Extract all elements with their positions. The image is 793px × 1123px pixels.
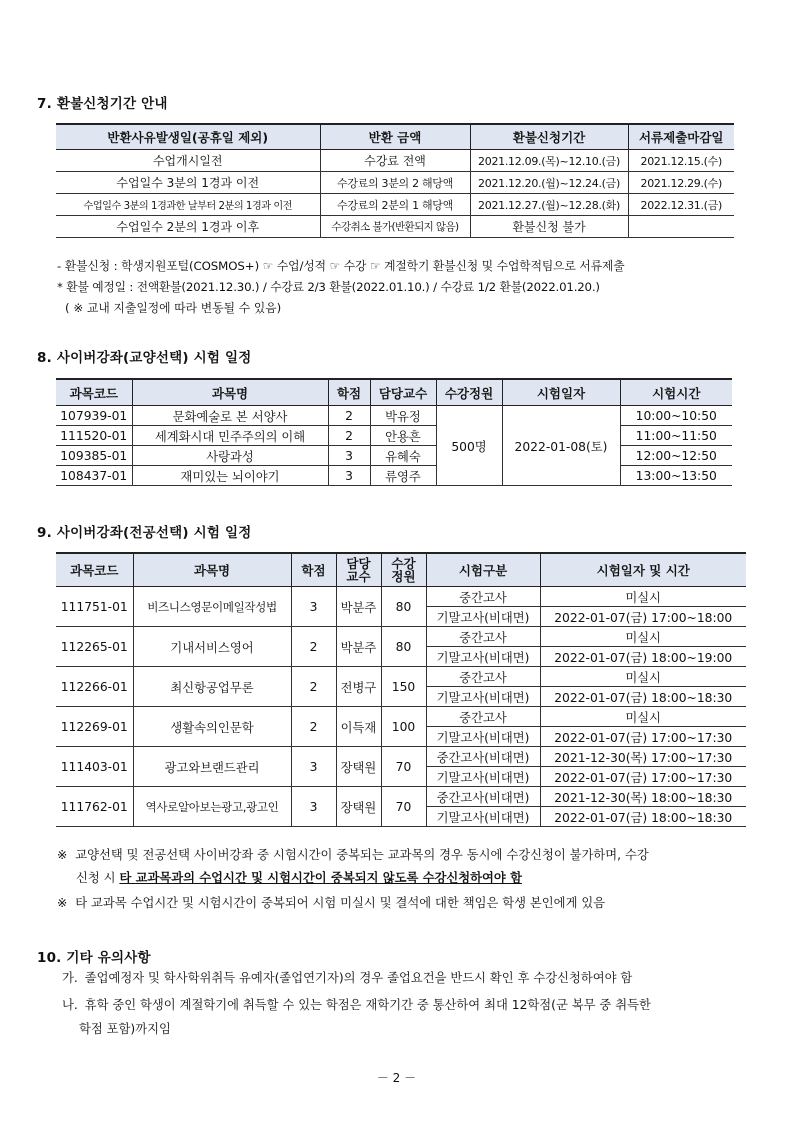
- exam-schedule: 2022-01-07(금) 17:00~17:30: [540, 727, 746, 747]
- table-cell: 수강취소 불가(반환되지 않음): [320, 216, 470, 238]
- course-code: 107939-01: [56, 406, 132, 426]
- table-row: [56, 150, 734, 172]
- course-code: 112265-01: [56, 627, 133, 667]
- table-row: [56, 787, 746, 807]
- exam-type: 기말고사(비대면): [426, 727, 540, 747]
- table-row: [56, 172, 734, 194]
- exam-type: 중간고사: [426, 667, 540, 687]
- page-number: － 2 －: [376, 1071, 417, 1085]
- section7-heading: 7. 환불신청기간 안내: [37, 96, 168, 112]
- course-name: 비즈니스영문이메일작성법: [133, 587, 291, 627]
- course-capacity: 80: [381, 587, 426, 627]
- col-header: 수강 정원: [381, 553, 426, 587]
- notice-item-1: [62, 968, 632, 989]
- table-row: [56, 466, 732, 486]
- exam-time: 11:00~11:50: [620, 426, 732, 446]
- course-professor: 박유정: [370, 406, 436, 426]
- notice-item-2: [62, 995, 651, 1016]
- course-code: 111762-01: [56, 787, 133, 827]
- table-cell: [628, 216, 734, 238]
- responsibility-note-text: 타 교과목 수업시간 및 시험시간이 중복되어 시험 미실시 및 결석에 대한 책임은 학생 본인에게 있음: [75, 896, 606, 910]
- exam-type: 기말고사(비대면): [426, 687, 540, 707]
- col-header: 과목명: [133, 553, 291, 587]
- exam-time: 13:00~13:50: [620, 466, 732, 486]
- col-header: 학점: [291, 553, 336, 587]
- course-name: 재미있는 뇌이야기: [132, 466, 328, 486]
- exam-type: 기말고사(비대면): [426, 807, 540, 827]
- exam-schedule: 2022-01-07(금) 18:00~18:30: [540, 807, 746, 827]
- course-professor: 장택원: [336, 787, 381, 827]
- exam-type: 중간고사(비대면): [426, 787, 540, 807]
- exam-type: 중간고사: [426, 707, 540, 727]
- exam-date-cell: 2022-01-08(토): [502, 406, 620, 486]
- col-header: 담당 교수: [336, 553, 381, 587]
- course-professor: 전병구: [336, 667, 381, 707]
- col-header: 담당교수: [370, 379, 436, 406]
- table-cell: 수강료 전액: [320, 150, 470, 172]
- course-code: 112266-01: [56, 667, 133, 707]
- course-code: 112269-01: [56, 707, 133, 747]
- col-header: 시험일자 및 시간: [540, 553, 746, 587]
- col-header: 시험구분: [426, 553, 540, 587]
- col-header: 반환사유발생일(공휴일 제외): [56, 124, 320, 150]
- col-header: 학점: [328, 379, 370, 406]
- exam-type: 중간고사: [426, 587, 540, 607]
- table-row: [56, 216, 734, 238]
- table-row: [56, 406, 732, 426]
- course-credit: 3: [291, 787, 336, 827]
- course-credit: 3: [328, 466, 370, 486]
- exam-time: 10:00~10:50: [620, 406, 732, 426]
- col-header: 과목코드: [56, 379, 132, 406]
- course-code: 109385-01: [56, 446, 132, 466]
- refund-apply-note: - 환불신청 : 학생지원포털(COSMOS+) ☞ 수업/성적 ☞ 수강 ☞ 계절학기 환불신청 및 수업학적팀으로 서류제출: [57, 259, 625, 273]
- table-cell: 수업일수 3분의 1경과한 날부터 2분의 1경과 이전: [56, 194, 320, 216]
- course-name: 기내서비스영어: [133, 627, 291, 667]
- course-capacity: 150: [381, 667, 426, 707]
- course-capacity: 70: [381, 787, 426, 827]
- course-name: 광고와브랜드관리: [133, 747, 291, 787]
- course-code: 108437-01: [56, 466, 132, 486]
- exam-type: 중간고사: [426, 627, 540, 647]
- course-credit: 2: [328, 426, 370, 446]
- col-header: 반환 금액: [320, 124, 470, 150]
- course-name: 역사로알아보는광고,광고인: [133, 787, 291, 827]
- table-row: [56, 194, 734, 216]
- course-credit: 3: [291, 587, 336, 627]
- course-professor: 유혜숙: [370, 446, 436, 466]
- table-cell: 2021.12.27.(월)~12.28.(화): [470, 194, 628, 216]
- course-credit: 2: [291, 627, 336, 667]
- course-code: 111520-01: [56, 426, 132, 446]
- table-cell: 2021.12.20.(월)~12.24.(금): [470, 172, 628, 194]
- table-cell: 수업개시일전: [56, 150, 320, 172]
- exam-schedule: 미실시: [540, 667, 746, 687]
- major-exam-table: [56, 552, 746, 827]
- overlap-warning-emphasis: 타 교과목과의 수업시간 및 시험시간이 중복되지 않도록 수강신청하여야 함: [119, 871, 522, 885]
- table-cell: 수업일수 3분의 1경과 이전: [56, 172, 320, 194]
- exam-schedule: 미실시: [540, 587, 746, 607]
- course-name: 사랑과성: [132, 446, 328, 466]
- course-credit: 3: [328, 446, 370, 466]
- table-cell: 2021.12.29.(수): [628, 172, 734, 194]
- table-row: [56, 446, 732, 466]
- exam-schedule: 2021-12-30(목) 17:00~17:30: [540, 747, 746, 767]
- reference-mark: ※: [57, 896, 68, 910]
- table-row: [56, 627, 746, 647]
- course-credit: 2: [291, 707, 336, 747]
- exam-schedule: 2021-12-30(목) 18:00~18:30: [540, 787, 746, 807]
- exam-schedule: 미실시: [540, 627, 746, 647]
- table-header-row: [56, 553, 746, 587]
- col-header: 수강정원: [436, 379, 502, 406]
- table-row: [56, 667, 746, 687]
- exam-type: 중간고사(비대면): [426, 747, 540, 767]
- col-header: 환불신청기간: [470, 124, 628, 150]
- exam-schedule: 2022-01-07(금) 17:00~17:30: [540, 767, 746, 787]
- section10-heading: 10. 기타 유의사항: [37, 950, 151, 966]
- overlap-note-line2: [76, 868, 522, 889]
- overlap-note-text: 교양선택 및 전공선택 사이버강좌 중 시험시간이 중복되는 교과목의 경우 동시에 수강신청이 불가하며, 수강: [75, 848, 649, 862]
- course-name: 세계화시대 민주주의의 이해: [132, 426, 328, 446]
- exam-type: 기말고사(비대면): [426, 767, 540, 787]
- exam-schedule: 2022-01-07(금) 17:00~18:00: [540, 607, 746, 627]
- section9-heading: 9. 사이버강좌(전공선택) 시험 일정: [37, 525, 252, 541]
- table-row: [56, 587, 746, 607]
- refund-period-table: [56, 123, 734, 238]
- course-credit: 2: [328, 406, 370, 426]
- overlap-note: [57, 845, 649, 866]
- course-code: 111751-01: [56, 587, 133, 627]
- table-row: [56, 707, 746, 727]
- course-credit: 3: [291, 747, 336, 787]
- table-cell: 2021.12.15.(수): [628, 150, 734, 172]
- exam-time: 12:00~12:50: [620, 446, 732, 466]
- col-header: 과목코드: [56, 553, 133, 587]
- exam-schedule: 2022-01-07(금) 18:00~18:30: [540, 687, 746, 707]
- course-professor: 류영주: [370, 466, 436, 486]
- exam-schedule: 2022-01-07(금) 18:00~19:00: [540, 647, 746, 667]
- course-code: 111403-01: [56, 747, 133, 787]
- col-header: 시험시간: [620, 379, 732, 406]
- table-cell: 2021.12.09.(목)~12.10.(금): [470, 150, 628, 172]
- col-header: 서류제출마감일: [628, 124, 734, 150]
- table-row: [56, 426, 732, 446]
- section8-heading: 8. 사이버강좌(교양선택) 시험 일정: [37, 350, 252, 366]
- course-capacity: 80: [381, 627, 426, 667]
- refund-date-note: * 환불 예정일 : 전액환불(2021.12.30.) / 수강료 2/3 환불(2022.01.10.) / 수강료 1/2 환불(2022.01.20.): [57, 280, 600, 294]
- course-professor: 장택원: [336, 747, 381, 787]
- notice-item-2-cont: 학점 포함)까지임: [79, 1022, 171, 1036]
- col-header: 시험일자: [502, 379, 620, 406]
- overlap-note-prefix: 신청 시: [76, 871, 120, 885]
- course-professor: 안용흔: [370, 426, 436, 446]
- item-label: 나.: [62, 998, 78, 1012]
- capacity-cell: 500명: [436, 406, 502, 486]
- table-cell: 수강료의 2분의 1 해당액: [320, 194, 470, 216]
- course-professor: 박분주: [336, 627, 381, 667]
- exam-schedule: 미실시: [540, 707, 746, 727]
- item-text: 졸업예정자 및 학사학위취득 유예자(졸업연기자)의 경우 졸업요건을 반드시 확인 후 수강신청하여야 함: [84, 971, 633, 985]
- course-name: 생활속의인문학: [133, 707, 291, 747]
- table-header-row: [56, 379, 732, 406]
- course-name: 문화예술로 본 서양사: [132, 406, 328, 426]
- responsibility-note: [57, 893, 605, 914]
- exam-type: 기말고사(비대면): [426, 647, 540, 667]
- course-capacity: 100: [381, 707, 426, 747]
- exam-type: 기말고사(비대면): [426, 607, 540, 627]
- course-name: 최신항공업무론: [133, 667, 291, 707]
- course-professor: 이득재: [336, 707, 381, 747]
- liberal-exam-table: [56, 378, 732, 486]
- table-cell: 수강료의 3분의 2 해당액: [320, 172, 470, 194]
- course-professor: 박분주: [336, 587, 381, 627]
- table-cell: 수업일수 2분의 1경과 이후: [56, 216, 320, 238]
- table-row: [56, 747, 746, 767]
- course-capacity: 70: [381, 747, 426, 787]
- item-text: 휴학 중인 학생이 계절학기에 취득할 수 있는 학점은 재학기간 중 통산하여 최대 12학점(군 복무 중 취득한: [84, 998, 651, 1012]
- table-cell: 환불신청 불가: [470, 216, 628, 238]
- item-label: 가.: [62, 971, 78, 985]
- col-header: 과목명: [132, 379, 328, 406]
- course-credit: 2: [291, 667, 336, 707]
- table-header-row: [56, 124, 734, 150]
- reference-mark: ※: [57, 848, 68, 862]
- refund-change-note: ( ※ 교내 지출일정에 따라 변동될 수 있음): [65, 301, 282, 315]
- table-cell: 2022.12.31.(금): [628, 194, 734, 216]
